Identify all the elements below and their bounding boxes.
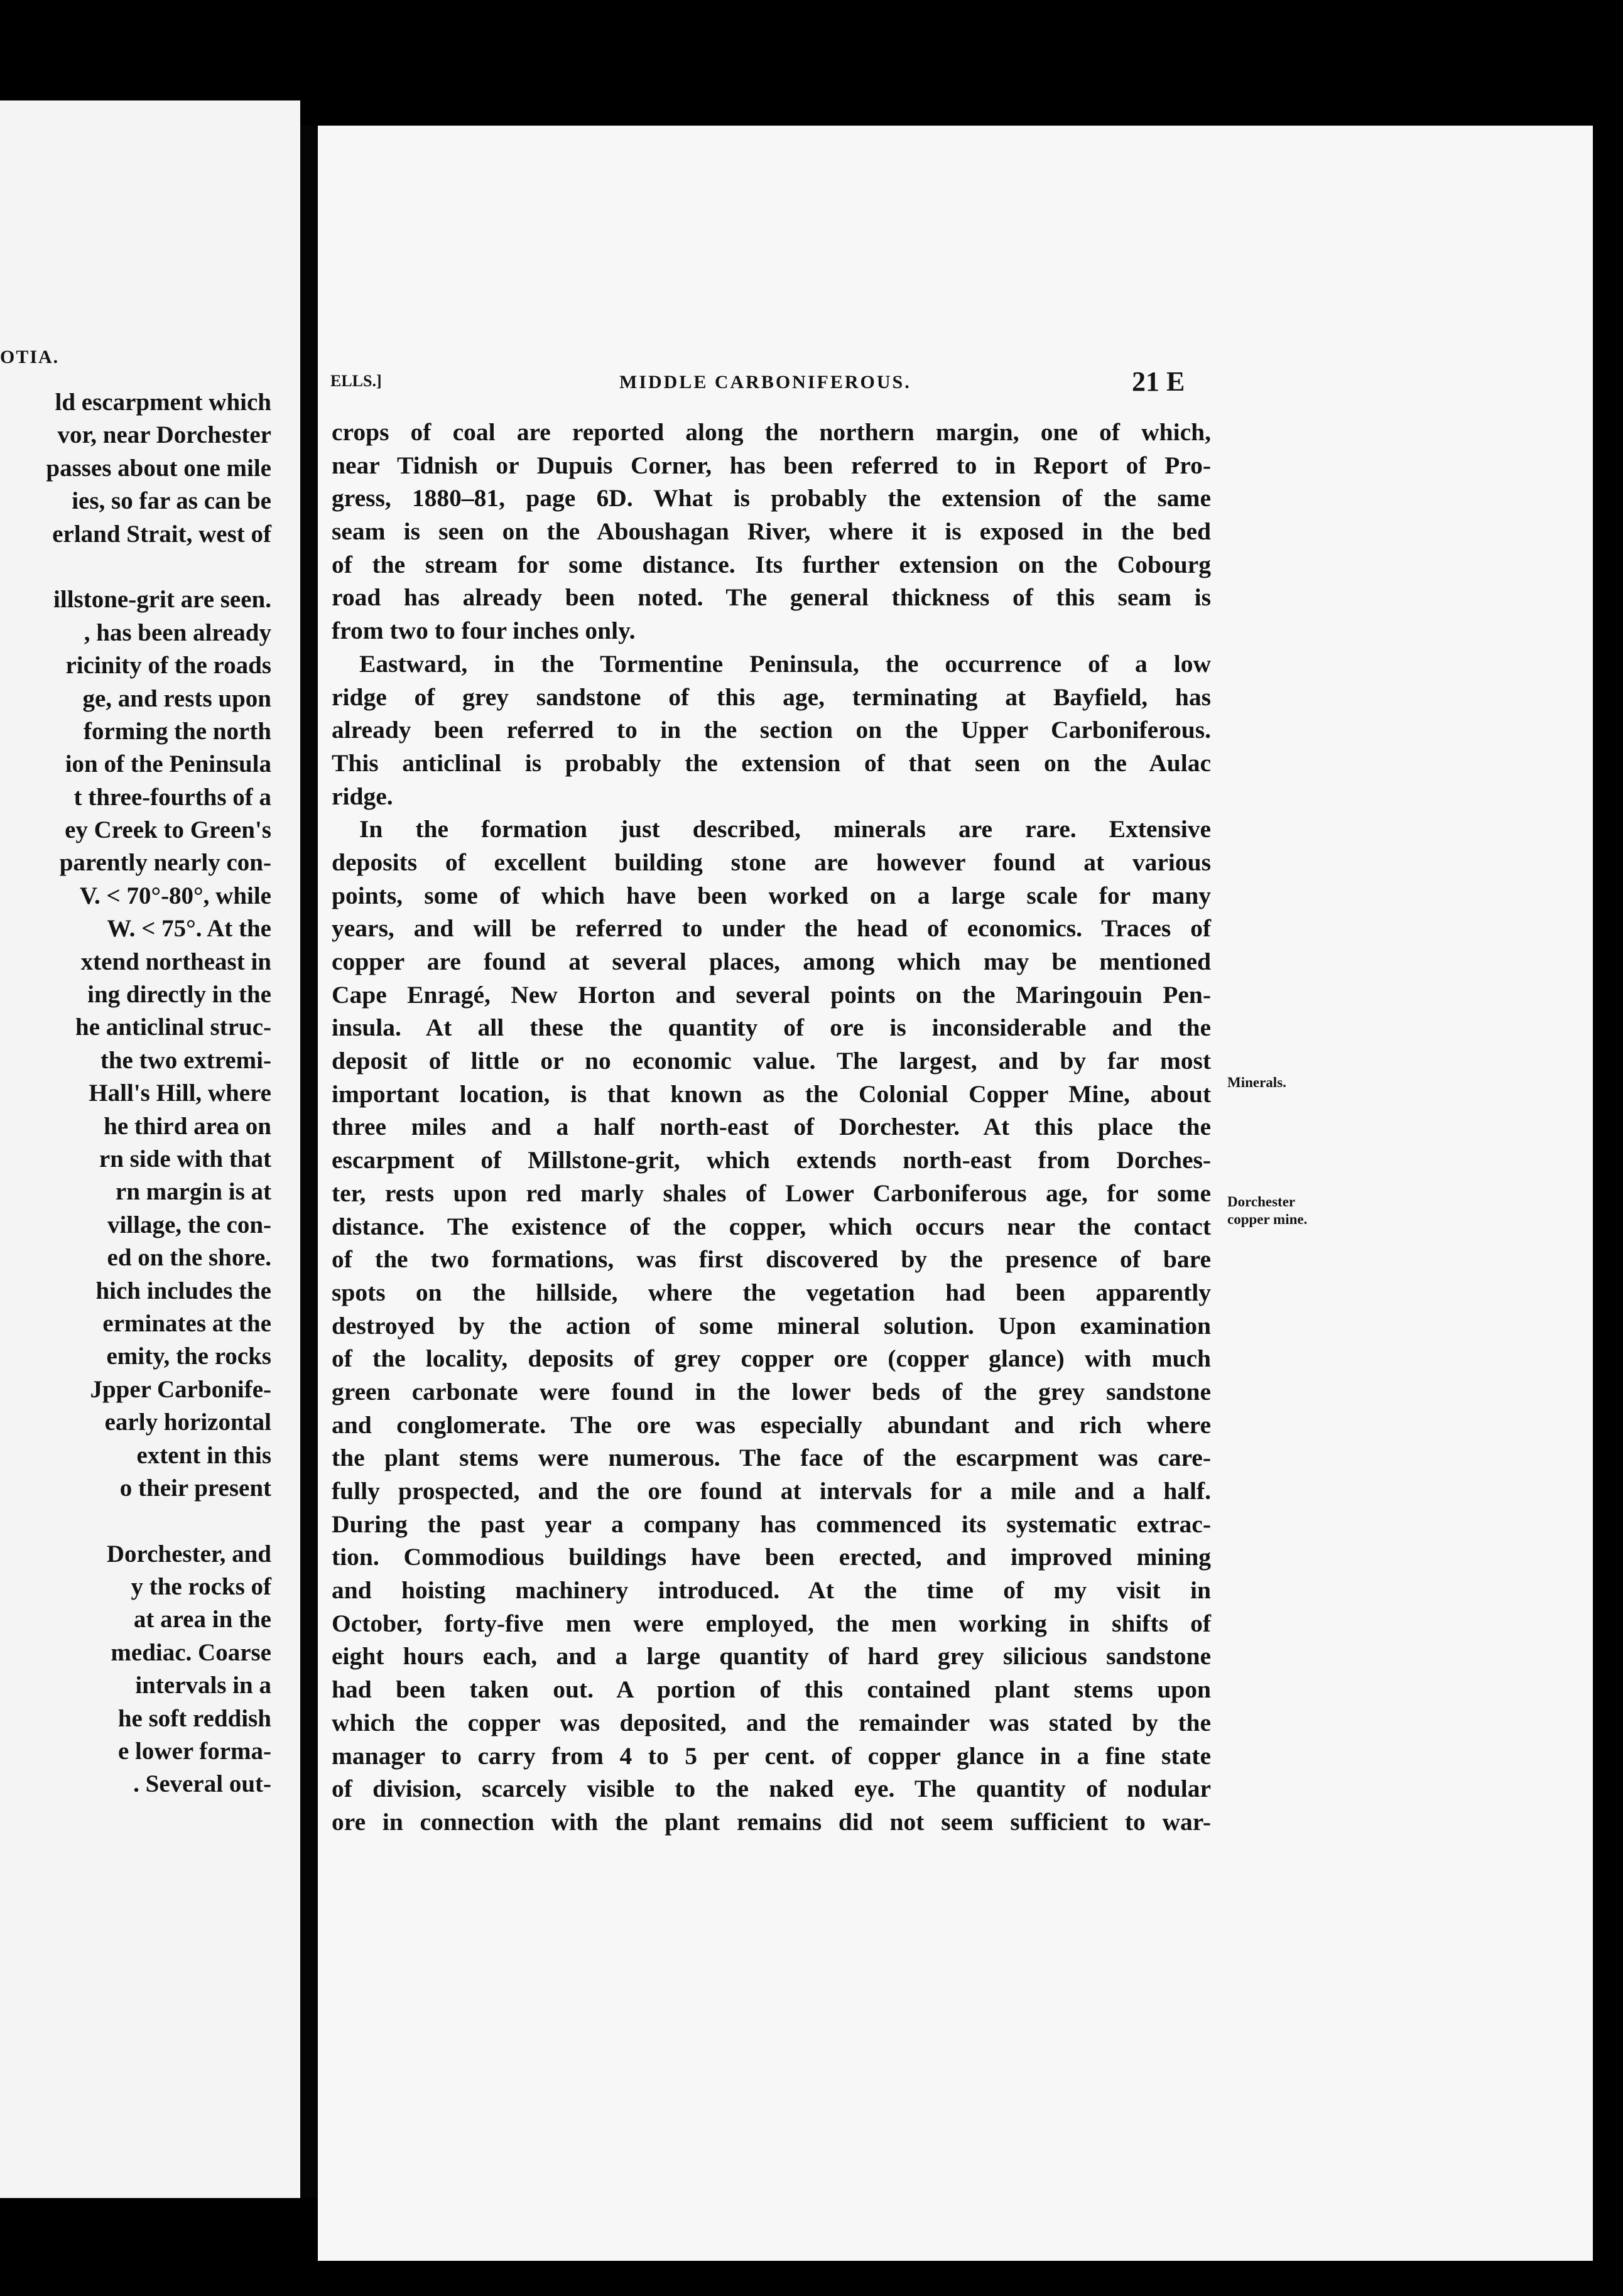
left-text-line: [0, 1505, 300, 1537]
text-line-content: This anticlinal is probably the extension of that seen on the Aulac: [332, 749, 1211, 777]
left-text-line: . Several out-: [133, 1770, 271, 1798]
text-line-content: insula. At all these the quantity of ore is inconsiderable and the: [332, 1014, 1211, 1042]
section-title: MIDDLE CARBONIFEROUS.: [619, 372, 911, 393]
left-text-line: he third area on: [104, 1112, 271, 1140]
margin-note-dorchester-copper-mine: [1227, 1193, 1307, 1228]
left-text-line: forming the north: [84, 717, 271, 745]
text-line-content: Eastward, in the Tormentine Peninsula, the occurrence of a low: [359, 649, 1211, 678]
text-line: [318, 747, 1593, 780]
left-text-line: rn side with that: [99, 1145, 271, 1172]
left-text-line: ge, and rests upon: [82, 685, 271, 712]
text-line-content: green carbonate were found in the lower beds of the grey sandstone: [332, 1377, 1211, 1405]
text-line: [318, 581, 1593, 614]
text-line: [318, 1044, 1593, 1078]
text-line-content: ridge.: [332, 782, 393, 810]
left-text-line: ey Creek to Green's: [65, 816, 271, 844]
text-line-content: tion. Commodious buildings have been erected, and improved mining: [332, 1543, 1211, 1571]
text-line: [318, 1375, 1593, 1409]
left-text-line: , has been already: [84, 619, 271, 646]
text-line: [318, 515, 1593, 548]
text-line: [318, 482, 1593, 515]
text-line: [318, 1210, 1593, 1243]
text-line: [318, 548, 1593, 582]
left-text-line: o their present: [119, 1474, 271, 1502]
text-line-content: which the copper was deposited, and the remainder was stated by the: [332, 1708, 1211, 1736]
text-line-content: spots on the hillside, where the vegetation had been apparently: [332, 1278, 1211, 1306]
left-text-line: hich includes the: [95, 1277, 271, 1304]
text-line-content: escarpment of Millstone-grit, which extends north-east from Dorches-: [332, 1146, 1211, 1174]
text-line: [318, 681, 1593, 714]
text-line: [318, 614, 1593, 647]
left-text-line: erland Strait, west of: [52, 520, 271, 548]
text-line: [318, 1541, 1593, 1574]
text-line: [318, 1110, 1593, 1144]
text-line-content: manager to carry from 4 to 5 per cent. of copper glance in a fine state: [332, 1741, 1211, 1770]
text-line: [318, 1309, 1593, 1343]
left-text-line: he soft reddish: [117, 1704, 271, 1732]
text-line: [318, 1740, 1593, 1773]
left-text-line: passes about one mile: [46, 454, 271, 482]
left-text-line: t three-fourths of a: [73, 783, 271, 811]
text-line-content: three miles and a half north-east of Dorchester. At this place the: [332, 1113, 1211, 1141]
text-line: [318, 978, 1593, 1012]
text-line: [318, 1640, 1593, 1673]
text-line-content: gress, 1880–81, page 6D. What is probably the extension of the same: [332, 484, 1211, 512]
text-line: [318, 1276, 1593, 1309]
text-line: [318, 1243, 1593, 1276]
left-text-line: vor, near Dorchester: [57, 421, 271, 449]
text-line: [318, 1409, 1593, 1442]
text-line-content: and hoisting machinery introduced. At the time of my visit in: [332, 1576, 1211, 1605]
left-text-line: V. < 70°-80°, while: [79, 882, 271, 909]
left-text-line: mediac. Coarse: [111, 1638, 271, 1666]
left-text-line: ricinity of the roads: [65, 652, 271, 680]
text-line: [318, 780, 1593, 813]
text-line: [318, 879, 1593, 912]
text-line-content: deposits of excellent building stone are however found at various: [332, 848, 1211, 876]
left-text-line: he anticlinal struc-: [75, 1014, 271, 1041]
text-line-content: of division, scarcely visible to the naked eye. The quantity of nodular: [332, 1775, 1211, 1803]
left-text-line: intervals in a: [135, 1672, 271, 1699]
text-line-content: copper are found at several places, among which may be mentioned: [332, 948, 1211, 975]
main-page: [318, 126, 1593, 2261]
left-text-line: illstone-grit are seen.: [53, 586, 271, 614]
page-number: 21 E: [1132, 366, 1185, 397]
left-text-line: extent in this: [136, 1441, 271, 1469]
left-text-line: ion of the Peninsula: [65, 750, 271, 778]
left-page-text: [0, 386, 300, 1801]
text-line-content: ore in connection with the plant remains did not seem sufficient to war-: [332, 1807, 1211, 1836]
left-text-line: ld escarpment which: [55, 389, 271, 416]
margin-note-line: copper mine.: [1227, 1211, 1308, 1227]
text-line-content: distance. The existence of the copper, which occurs near the contact: [332, 1212, 1211, 1240]
left-text-line: emity, the rocks: [106, 1343, 271, 1370]
text-line-content: crops of coal are reported along the northern margin, one of which,: [332, 418, 1211, 446]
text-line-content: fully prospected, and the ore found at intervals for a mile and a half.: [332, 1477, 1211, 1505]
text-line-content: from two to four inches only.: [332, 617, 636, 645]
left-text-line: y the rocks of: [131, 1573, 271, 1601]
left-text-line: village, the con-: [107, 1211, 271, 1238]
text-line: [318, 1574, 1593, 1607]
text-line-content: deposit of little or no economic value. The largest, and by far most: [332, 1047, 1211, 1075]
text-line: [318, 1607, 1593, 1640]
left-text-line: Jpper Carbonife-: [90, 1375, 271, 1403]
text-line: [318, 1772, 1593, 1806]
left-text-line: e lower forma-: [118, 1738, 271, 1765]
margin-note-line: Dorchester: [1227, 1194, 1296, 1210]
text-line-content: the plant stems were numerous. The face of the escarpment was care-: [332, 1444, 1211, 1472]
text-line-content: already been referred to in the section on the Upper Carboniferous.: [332, 716, 1211, 744]
text-line: [318, 1144, 1593, 1177]
text-line-content: During the past year a company has commenced its systematic extrac-: [332, 1510, 1211, 1538]
text-line: [318, 1177, 1593, 1210]
margin-note-minerals: Minerals.: [1227, 1075, 1286, 1090]
text-line-content: years, and will be referred to under the head of economics. Traces of: [332, 914, 1211, 943]
text-line: [318, 1078, 1593, 1111]
text-line-content: Cape Enragé, New Horton and several points on the Maringouin Pen-: [332, 980, 1211, 1009]
text-line: [318, 1441, 1593, 1475]
text-line: [318, 1706, 1593, 1740]
previous-page-fragment: [0, 100, 300, 2198]
text-line: [318, 945, 1593, 978]
left-text-line: ing directly in the: [87, 981, 271, 1009]
text-line: [318, 912, 1593, 945]
text-line-content: October, forty-five men were employed, the men working in shifts of: [332, 1609, 1211, 1637]
text-line: [318, 713, 1593, 747]
text-line-content: seam is seen on the Aboushagan River, where it is exposed in the bed: [332, 517, 1211, 546]
text-line-content: of the locality, deposits of grey copper ore (copper glance) with much: [332, 1345, 1211, 1373]
text-line: [318, 1806, 1593, 1839]
left-text-line: xtend northeast in: [80, 948, 271, 975]
text-line-content: of the stream for some distance. Its further extension on the Cobourg: [332, 550, 1211, 578]
left-text-line: ies, so far as can be: [72, 487, 271, 515]
page-gutter: [300, 126, 318, 2198]
text-line-content: points, some of which have been worked on a large scale for many: [332, 881, 1211, 909]
body-text: [318, 416, 1593, 1839]
left-text-line: ed on the shore.: [107, 1244, 271, 1272]
left-text-line: [0, 551, 300, 583]
running-head: [318, 364, 1273, 402]
left-text-line: parently nearly con-: [59, 849, 271, 877]
text-line: [318, 846, 1593, 879]
text-line-content: destroyed by the action of some mineral solution. Upon examination: [332, 1311, 1211, 1340]
text-line-content: road has already been noted. The general thickness of this seam is: [332, 583, 1211, 612]
left-text-line: erminates at the: [102, 1309, 271, 1337]
text-line-content: and conglomerate. The ore was especially abundant and rich where: [332, 1411, 1211, 1439]
text-line: [318, 1342, 1593, 1375]
text-line: [318, 1673, 1593, 1706]
left-text-line: W. < 75°. At the: [107, 915, 271, 943]
text-line-content: In the formation just described, minerals are rare. Extensive: [359, 815, 1211, 843]
author-reference: ELLS.]: [330, 372, 382, 390]
text-line: [318, 1011, 1593, 1044]
text-line-content: had been taken out. A portion of this contained plant stems upon: [332, 1676, 1211, 1704]
text-line-content: ter, rests upon red marly shales of Lower Carboniferous age, for some: [332, 1179, 1211, 1207]
text-line-content: near Tidnish or Dupuis Corner, has been referred to in Report of Pro-: [332, 451, 1211, 479]
text-line-content: important location, is that known as the Colonial Copper Mine, about: [332, 1080, 1211, 1108]
left-page-running-head: OTIA.: [0, 347, 60, 367]
text-line-content: ridge of grey sandstone of this age, terminating at Bayfield, has: [332, 683, 1211, 711]
text-line: [318, 813, 1593, 846]
text-line: [318, 1475, 1593, 1508]
left-text-line: early horizontal: [104, 1409, 271, 1436]
text-line-content: of the two formations, was first discovered by the presence of bare: [332, 1245, 1211, 1274]
left-text-line: the two extremi-: [100, 1046, 271, 1074]
left-text-line: rn margin is at: [115, 1178, 271, 1206]
text-line-content: eight hours each, and a large quantity of hard grey silicious sandstone: [332, 1642, 1211, 1671]
left-text-line: Hall's Hill, where: [89, 1080, 271, 1107]
text-line: [318, 647, 1593, 681]
left-text-line: at area in the: [133, 1606, 271, 1633]
text-line: [318, 449, 1593, 482]
text-line: [318, 1508, 1593, 1541]
left-text-line: Dorchester, and: [106, 1540, 271, 1568]
text-line: [318, 416, 1593, 449]
